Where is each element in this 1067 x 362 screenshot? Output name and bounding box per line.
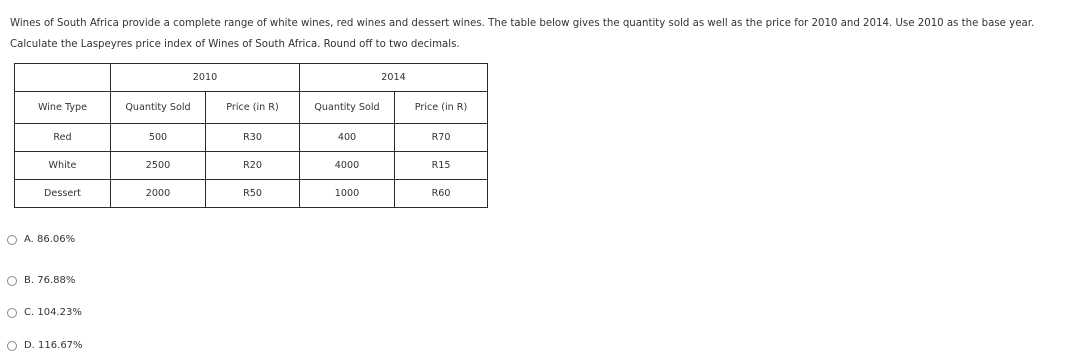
answer-option-c[interactable] <box>7 307 82 318</box>
radio-button-c[interactable] <box>7 308 17 318</box>
option-a-label: A. 86.06% <box>24 234 76 245</box>
price-2010-header: Price (in R) <box>206 92 300 124</box>
table-row <box>15 124 488 152</box>
table-cell: 2500 <box>111 152 206 180</box>
radio-button-d[interactable] <box>7 341 17 351</box>
radio-button-b[interactable] <box>7 276 17 286</box>
table-cell: R50 <box>206 180 300 208</box>
table-cell: R70 <box>395 124 488 152</box>
answer-option-b[interactable] <box>7 275 75 286</box>
table-cell: 4000 <box>300 152 395 180</box>
quantity-2014-header: Quantity Sold <box>300 92 395 124</box>
option-c-label: C. 104.23% <box>24 307 82 318</box>
table-cell: R20 <box>206 152 300 180</box>
option-b-label: B. 76.88% <box>24 275 76 286</box>
answer-option-a[interactable] <box>7 234 75 245</box>
empty-header-cell <box>15 64 111 92</box>
year-2010-header: 2010 <box>111 64 300 92</box>
price-2014-header: Price (in R) <box>395 92 488 124</box>
table-cell: R15 <box>395 152 488 180</box>
option-d-label: D. 116.67% <box>24 340 83 351</box>
wine-type-cell: Dessert <box>15 180 111 208</box>
wine-type-header: Wine Type <box>15 92 111 124</box>
quantity-2010-header: Quantity Sold <box>111 92 206 124</box>
table-row <box>15 180 488 208</box>
answer-option-d[interactable] <box>7 340 83 351</box>
wine-type-cell: Red <box>15 124 111 152</box>
table-cell: 400 <box>300 124 395 152</box>
wine-data-table <box>14 63 488 208</box>
table-cell: 2000 <box>111 180 206 208</box>
table-cell: 500 <box>111 124 206 152</box>
table-cell: 1000 <box>300 180 395 208</box>
table-row <box>15 152 488 180</box>
year-2014-header: 2014 <box>300 64 488 92</box>
question-text: Wines of South Africa provide a complete range of white wines, red wines and dessert wines. The table below gives the quantity sold as well as the price for 2010 and 2014. Use 2010 as the base year. Calculate the Laspeyres price index of Wines of South Africa. Round off to two decimals. <box>10 18 1035 50</box>
radio-button-a[interactable] <box>7 235 17 245</box>
table-cell: R30 <box>206 124 300 152</box>
table-cell: R60 <box>395 180 488 208</box>
wine-type-cell: White <box>15 152 111 180</box>
column-header-row <box>15 92 488 124</box>
year-header-row <box>15 64 488 92</box>
